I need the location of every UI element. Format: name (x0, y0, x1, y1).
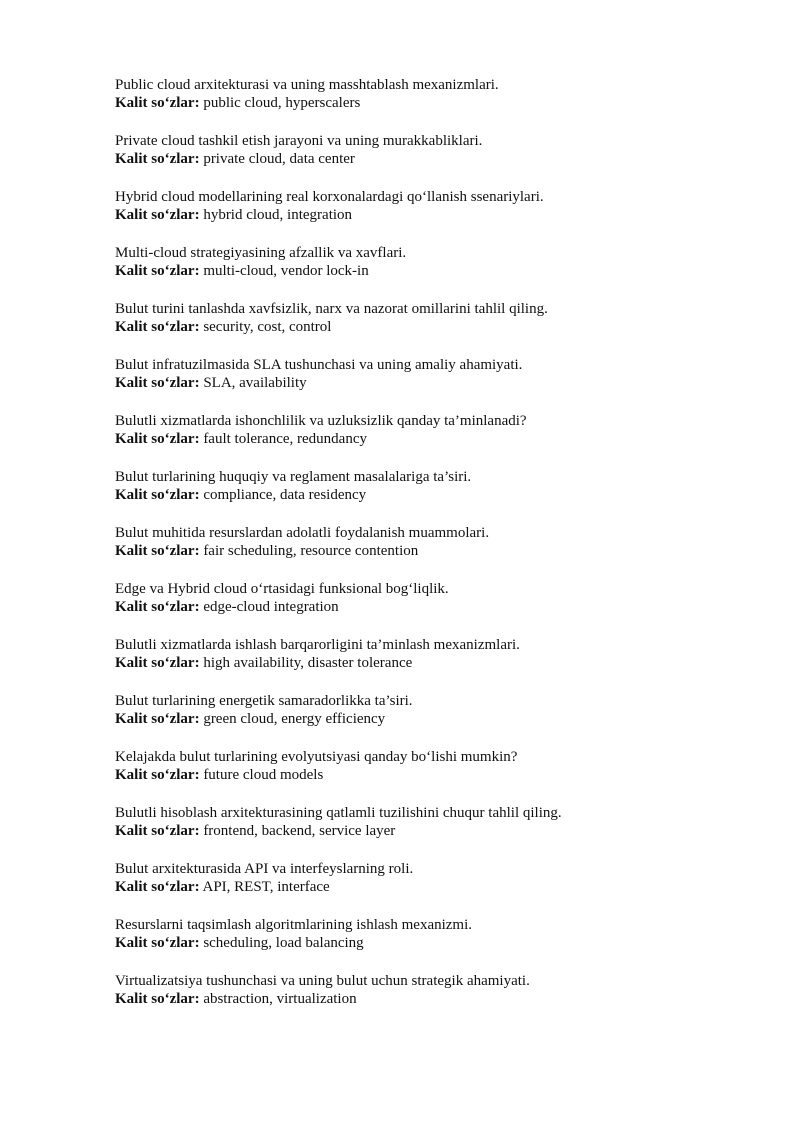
question-text: Hybrid cloud modellarining real korxonalardagi qo‘llanish ssenariylari. (115, 189, 544, 205)
keywords-label: Kalit so‘zlar: (115, 935, 200, 951)
keywords-line (115, 150, 755, 168)
keywords-label: Kalit so‘zlar: (115, 487, 200, 503)
keywords-value: private cloud, data center (203, 151, 355, 167)
keywords-label: Kalit so‘zlar: (115, 207, 200, 223)
question-text: Resurslarni taqsimlash algoritmlarining ishlash mexanizmi. (115, 917, 473, 933)
keywords-line (115, 430, 755, 448)
question-text: Bulut turini tanlashda xavfsizlik, narx va nazorat omillarini tahlil qiling. (115, 301, 548, 317)
keywords-label: Kalit so‘zlar: (115, 543, 200, 559)
entry-8 (115, 468, 755, 504)
entry-11 (115, 636, 755, 672)
keywords-value: edge-cloud integration (203, 599, 339, 615)
question-text: Bulutli xizmatlarda ishonchlilik va uzluksizlik qanday ta’minlanadi? (115, 413, 527, 429)
keywords-label: Kalit so‘zlar: (115, 823, 200, 839)
keywords-line (115, 262, 755, 280)
keywords-value: hybrid cloud, integration (203, 207, 353, 223)
keywords-line (115, 374, 755, 392)
keywords-label: Kalit so‘zlar: (115, 711, 200, 727)
keywords-value: future cloud models (203, 767, 324, 783)
entry-1 (115, 76, 755, 112)
keywords-value: high availability, disaster tolerance (203, 655, 413, 671)
keywords-label: Kalit so‘zlar: (115, 879, 200, 895)
entry-13 (115, 748, 755, 784)
entry-10 (115, 580, 755, 616)
keywords-line (115, 822, 755, 840)
entry-3 (115, 188, 755, 224)
keywords-value: compliance, data residency (203, 487, 367, 503)
keywords-line (115, 542, 755, 560)
question-text: Bulut infratuzilmasida SLA tushunchasi va uning amaliy ahamiyati. (115, 357, 523, 373)
keywords-label: Kalit so‘zlar: (115, 767, 200, 783)
keywords-line (115, 318, 755, 336)
question-text: Virtualizatsiya tushunchasi va uning bulut uchun strategik ahamiyati. (115, 973, 530, 989)
keywords-line (115, 598, 755, 616)
question-text: Public cloud arxitekturasi va uning masshtablash mexanizmlari. (115, 77, 499, 93)
keywords-line (115, 94, 755, 112)
question-text: Bulutli xizmatlarda ishlash barqarorligini ta’minlash mexanizmlari. (115, 637, 520, 653)
keywords-value: green cloud, energy efficiency (203, 711, 386, 727)
keywords-line (115, 878, 755, 896)
keywords-line (115, 486, 755, 504)
entry-15 (115, 860, 755, 896)
keywords-label: Kalit so‘zlar: (115, 95, 200, 111)
question-text: Bulut turlarining huquqiy va reglament masalalariga ta’siri. (115, 469, 472, 485)
keywords-line (115, 654, 755, 672)
entry-14 (115, 804, 755, 840)
entry-7 (115, 412, 755, 448)
keywords-line (115, 990, 755, 1008)
keywords-value: public cloud, hyperscalers (203, 95, 361, 111)
entry-16 (115, 916, 755, 952)
entry-4 (115, 244, 755, 280)
keywords-value: abstraction, virtualization (203, 991, 357, 1007)
keywords-line (115, 766, 755, 784)
entry-2 (115, 132, 755, 168)
keywords-value: security, cost, control (203, 319, 332, 335)
question-text: Bulut turlarining energetik samaradorlikka ta’siri. (115, 693, 413, 709)
keywords-line (115, 934, 755, 952)
question-text: Private cloud tashkil etish jarayoni va uning murakkabliklari. (115, 133, 483, 149)
keywords-line (115, 710, 755, 728)
question-text: Multi-cloud strategiyasining afzallik va xavflari. (115, 245, 407, 261)
keywords-label: Kalit so‘zlar: (115, 263, 200, 279)
question-text: Bulut arxitekturasida API va interfeyslarning roli. (115, 861, 414, 877)
keywords-label: Kalit so‘zlar: (115, 319, 200, 335)
entry-5 (115, 300, 755, 336)
keywords-value: SLA, availability (203, 375, 307, 391)
question-text: Bulutli hisoblash arxitekturasining qatlamli tuzilishini chuqur tahlil qiling. (115, 805, 562, 821)
keywords-value: API, REST, interface (202, 879, 330, 895)
question-text: Bulut muhitida resurslardan adolatli foydalanish muammolari. (115, 525, 490, 541)
keywords-label: Kalit so‘zlar: (115, 655, 200, 671)
keywords-label: Kalit so‘zlar: (115, 375, 200, 391)
document-page (115, 76, 755, 1028)
entry-17 (115, 972, 755, 1008)
keywords-value: scheduling, load balancing (203, 935, 364, 951)
keywords-value: multi-cloud, vendor lock-in (203, 263, 369, 279)
keywords-line (115, 206, 755, 224)
keywords-label: Kalit so‘zlar: (115, 599, 200, 615)
entry-12 (115, 692, 755, 728)
keywords-value: frontend, backend, service layer (203, 823, 396, 839)
entry-9 (115, 524, 755, 560)
keywords-label: Kalit so‘zlar: (115, 991, 200, 1007)
question-text: Kelajakda bulut turlarining evolyutsiyasi qanday bo‘lishi mumkin? (115, 749, 518, 765)
keywords-label: Kalit so‘zlar: (115, 151, 200, 167)
keywords-value: fair scheduling, resource contention (203, 543, 419, 559)
question-text: Edge va Hybrid cloud o‘rtasidagi funksional bog‘liqlik. (115, 581, 449, 597)
keywords-label: Kalit so‘zlar: (115, 431, 200, 447)
keywords-value: fault tolerance, redundancy (203, 431, 367, 447)
entry-6 (115, 356, 755, 392)
